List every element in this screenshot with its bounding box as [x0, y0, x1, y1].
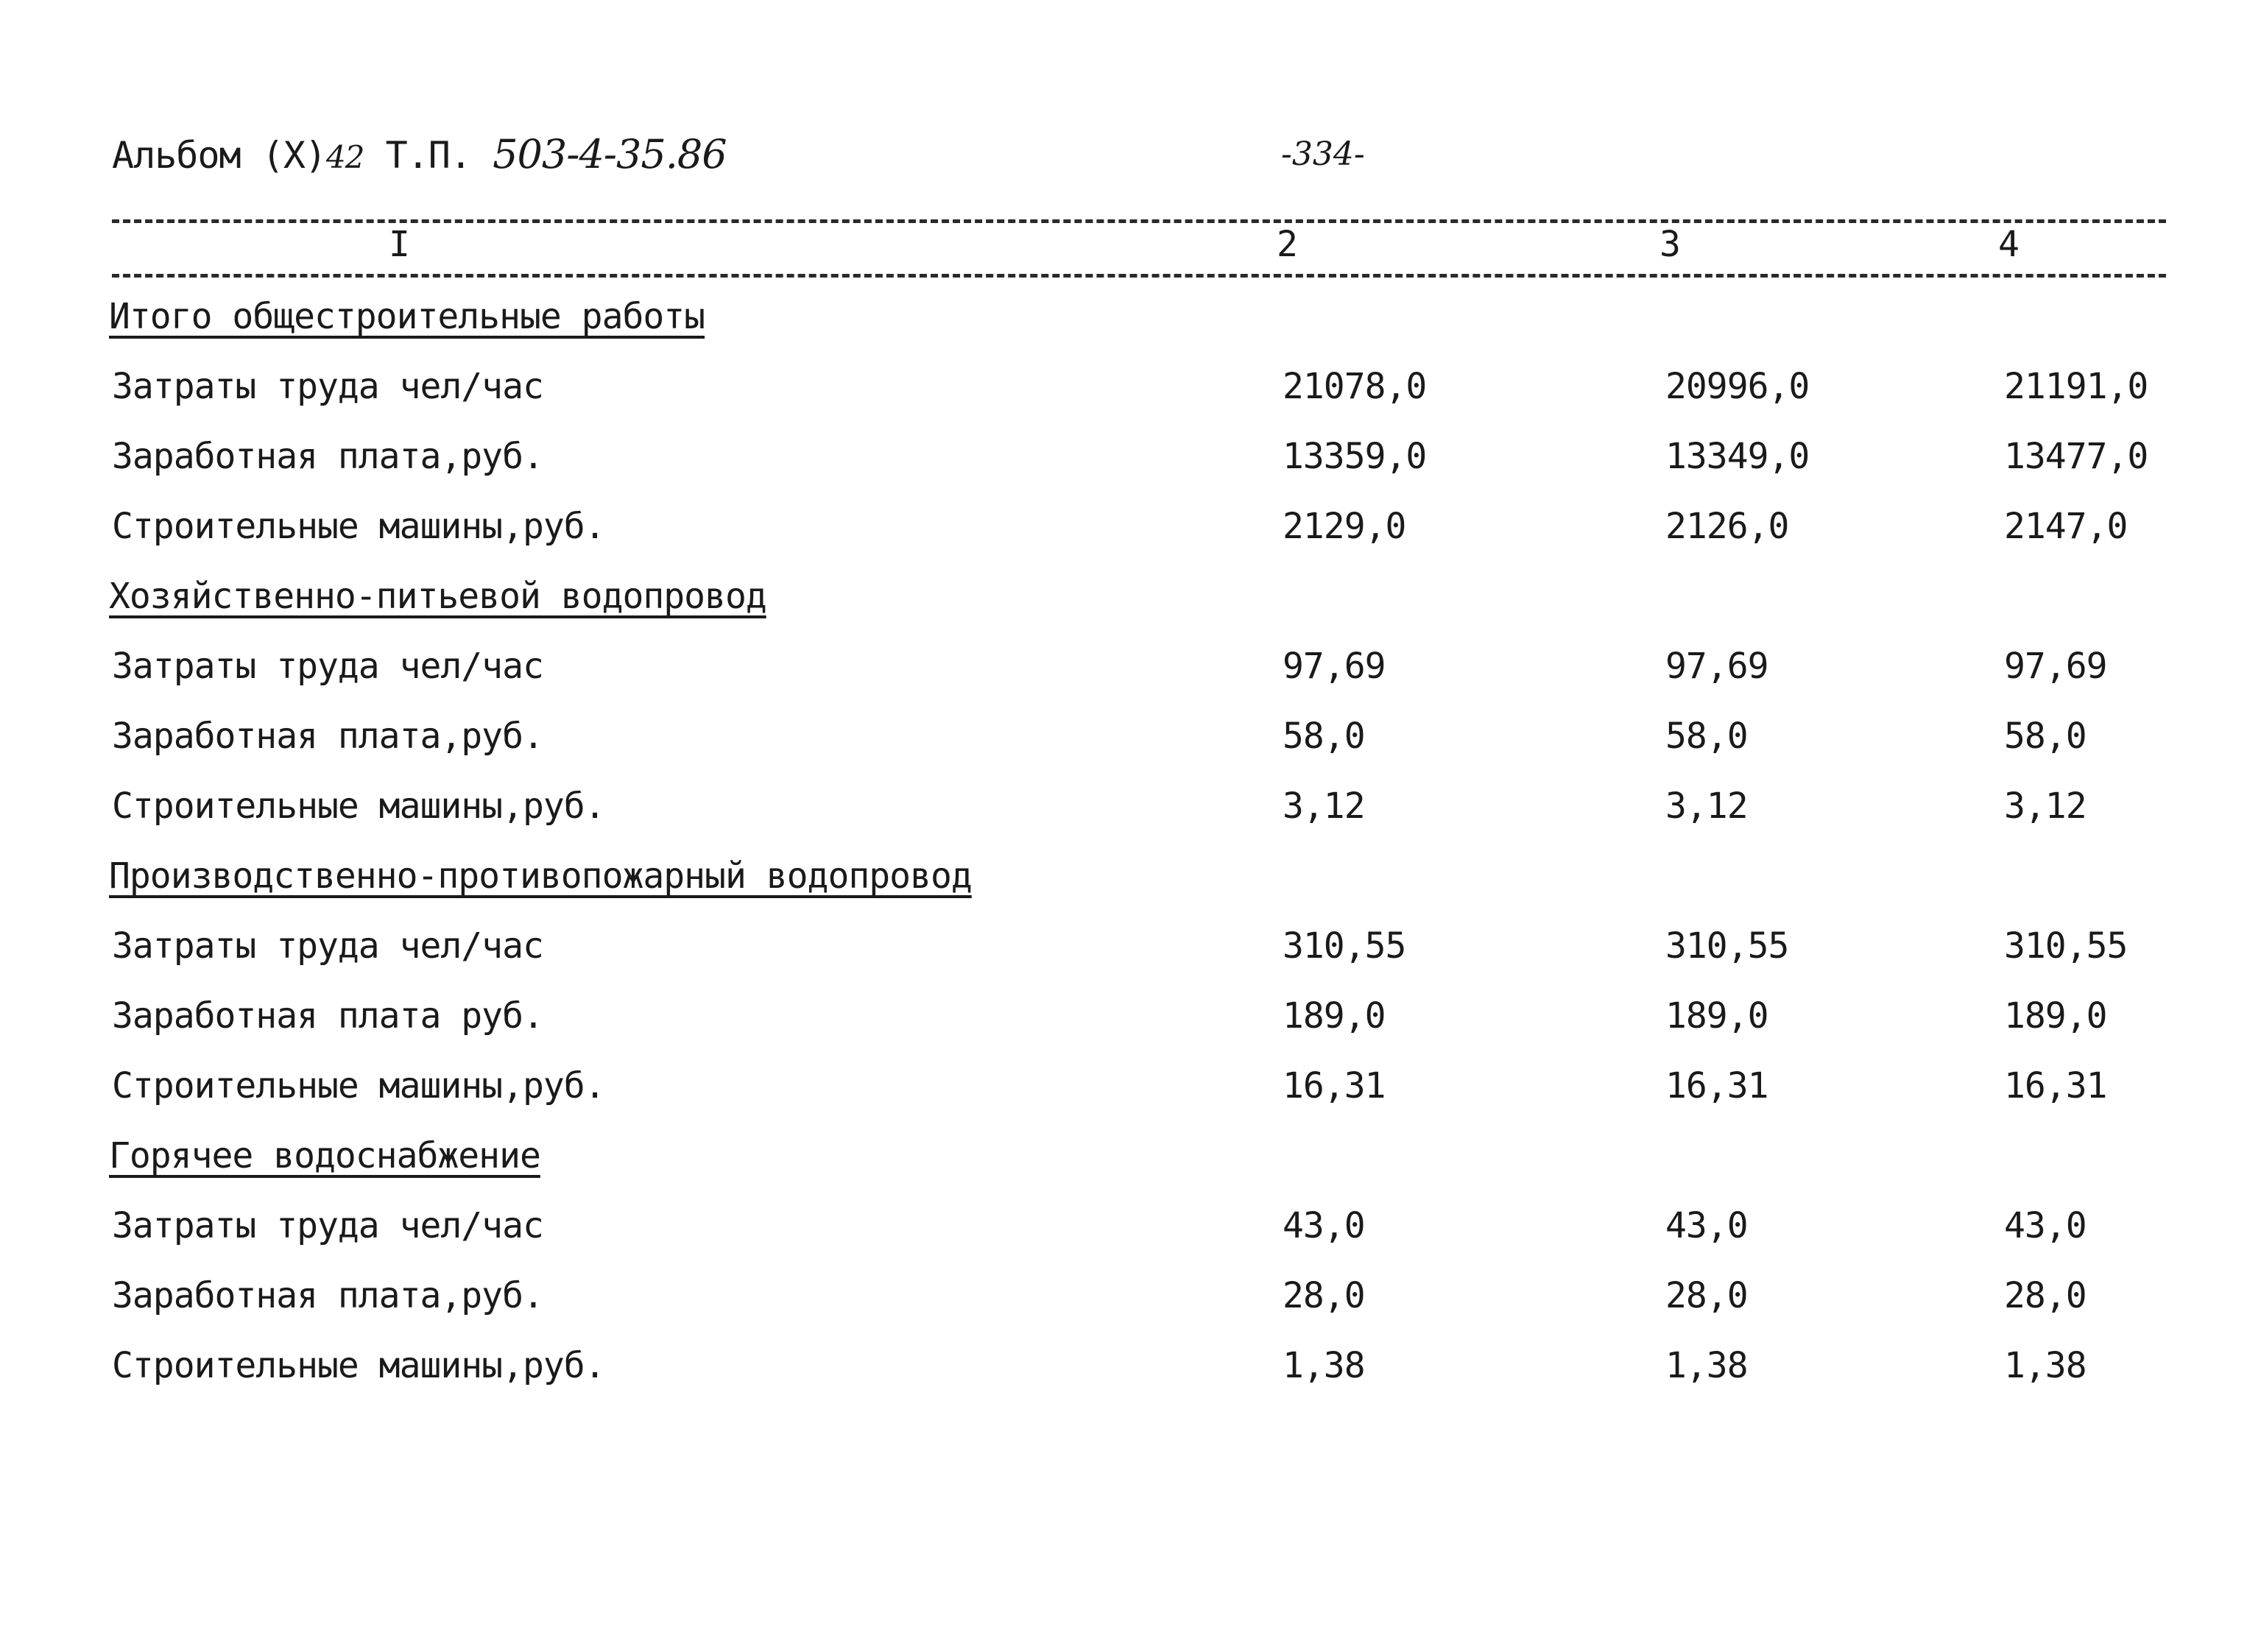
value-col-4: 16,31 [2004, 1065, 2107, 1106]
table-row [0, 646, 2261, 705]
value-col-2: 13359,0 [1283, 436, 1427, 477]
value-col-3: 1,38 [1665, 1345, 1748, 1386]
value-col-4: 3,12 [2004, 786, 2087, 827]
row-label: Строительные машины,руб. [112, 506, 605, 547]
section-title: Хозяйственно-питьевой водопровод [109, 576, 766, 617]
column-number-3: 3 [1655, 227, 1685, 262]
value-col-3: 310,55 [1665, 925, 1789, 967]
value-col-2: 16,31 [1283, 1065, 1386, 1106]
value-col-3: 3,12 [1665, 786, 1748, 827]
value-col-2: 43,0 [1283, 1205, 1365, 1246]
album-header [112, 131, 727, 177]
value-col-3: 20996,0 [1665, 366, 1810, 407]
tp-label: Т.П. [385, 134, 472, 177]
section-title: Итого общестроительные работы [109, 296, 705, 337]
value-col-3: 16,31 [1665, 1065, 1768, 1106]
value-col-4: 13477,0 [2004, 436, 2148, 477]
value-col-3: 97,69 [1665, 646, 1768, 687]
header-dashed-rule-bottom [112, 274, 2166, 278]
section-title: Горячее водоснабжение [109, 1135, 540, 1176]
table-row [0, 366, 2261, 425]
album-number: 42 [326, 139, 364, 175]
value-col-2: 28,0 [1283, 1275, 1365, 1316]
value-col-4: 1,38 [2004, 1345, 2087, 1386]
value-col-2: 2129,0 [1283, 506, 1406, 547]
value-col-4: 2147,0 [2004, 506, 2128, 547]
table-row [0, 436, 2261, 495]
table-row [0, 506, 2261, 565]
row-label: Затраты труда чел/час [112, 646, 543, 687]
table-row [0, 716, 2261, 774]
value-col-2: 97,69 [1283, 646, 1386, 687]
value-col-3: 58,0 [1665, 716, 1748, 757]
value-col-4: 28,0 [2004, 1275, 2087, 1316]
table-row [0, 925, 2261, 984]
value-col-2: 3,12 [1283, 786, 1365, 827]
album-label: Альбом (X) [112, 134, 327, 177]
row-label: Заработная плата,руб. [112, 1275, 543, 1316]
page-number: -334- [1281, 135, 1365, 173]
row-label: Затраты труда чел/час [112, 1205, 543, 1246]
value-col-2: 310,55 [1283, 925, 1406, 967]
value-col-4: 43,0 [2004, 1205, 2087, 1246]
table-row [0, 1275, 2261, 1334]
row-label: Заработная плата руб. [112, 995, 543, 1037]
value-col-4: 310,55 [2004, 925, 2128, 967]
value-col-4: 21191,0 [2004, 366, 2148, 407]
project-code: 503-4-35.86 [493, 131, 727, 177]
column-number-2: 2 [1272, 227, 1302, 262]
value-col-3: 189,0 [1665, 995, 1768, 1037]
table-row [0, 1205, 2261, 1264]
value-col-4: 58,0 [2004, 716, 2087, 757]
row-label: Строительные машины,руб. [112, 786, 605, 827]
value-col-4: 97,69 [2004, 646, 2107, 687]
table-row [0, 786, 2261, 844]
row-label: Затраты труда чел/час [112, 925, 543, 967]
row-label: Строительные машины,руб. [112, 1345, 605, 1386]
value-col-3: 13349,0 [1665, 436, 1810, 477]
column-number-1: I [384, 227, 415, 262]
header-dashed-rule-top [112, 219, 2166, 223]
row-label: Заработная плата,руб. [112, 716, 543, 757]
value-col-2: 189,0 [1283, 995, 1386, 1037]
table-row [0, 1345, 2261, 1404]
row-label: Заработная плата,руб. [112, 436, 543, 477]
row-label: Затраты труда чел/час [112, 366, 543, 407]
row-label: Строительные машины,руб. [112, 1065, 605, 1106]
value-col-2: 21078,0 [1283, 366, 1427, 407]
value-col-2: 1,38 [1283, 1345, 1365, 1386]
value-col-3: 28,0 [1665, 1275, 1748, 1316]
value-col-3: 43,0 [1665, 1205, 1748, 1246]
table-row [0, 995, 2261, 1054]
value-col-2: 58,0 [1283, 716, 1365, 757]
column-number-4: 4 [1994, 227, 2024, 262]
table-row [0, 1065, 2261, 1124]
value-col-4: 189,0 [2004, 995, 2107, 1037]
value-col-3: 2126,0 [1665, 506, 1789, 547]
section-title: Производственно-противопожарный водопровод [109, 855, 972, 897]
